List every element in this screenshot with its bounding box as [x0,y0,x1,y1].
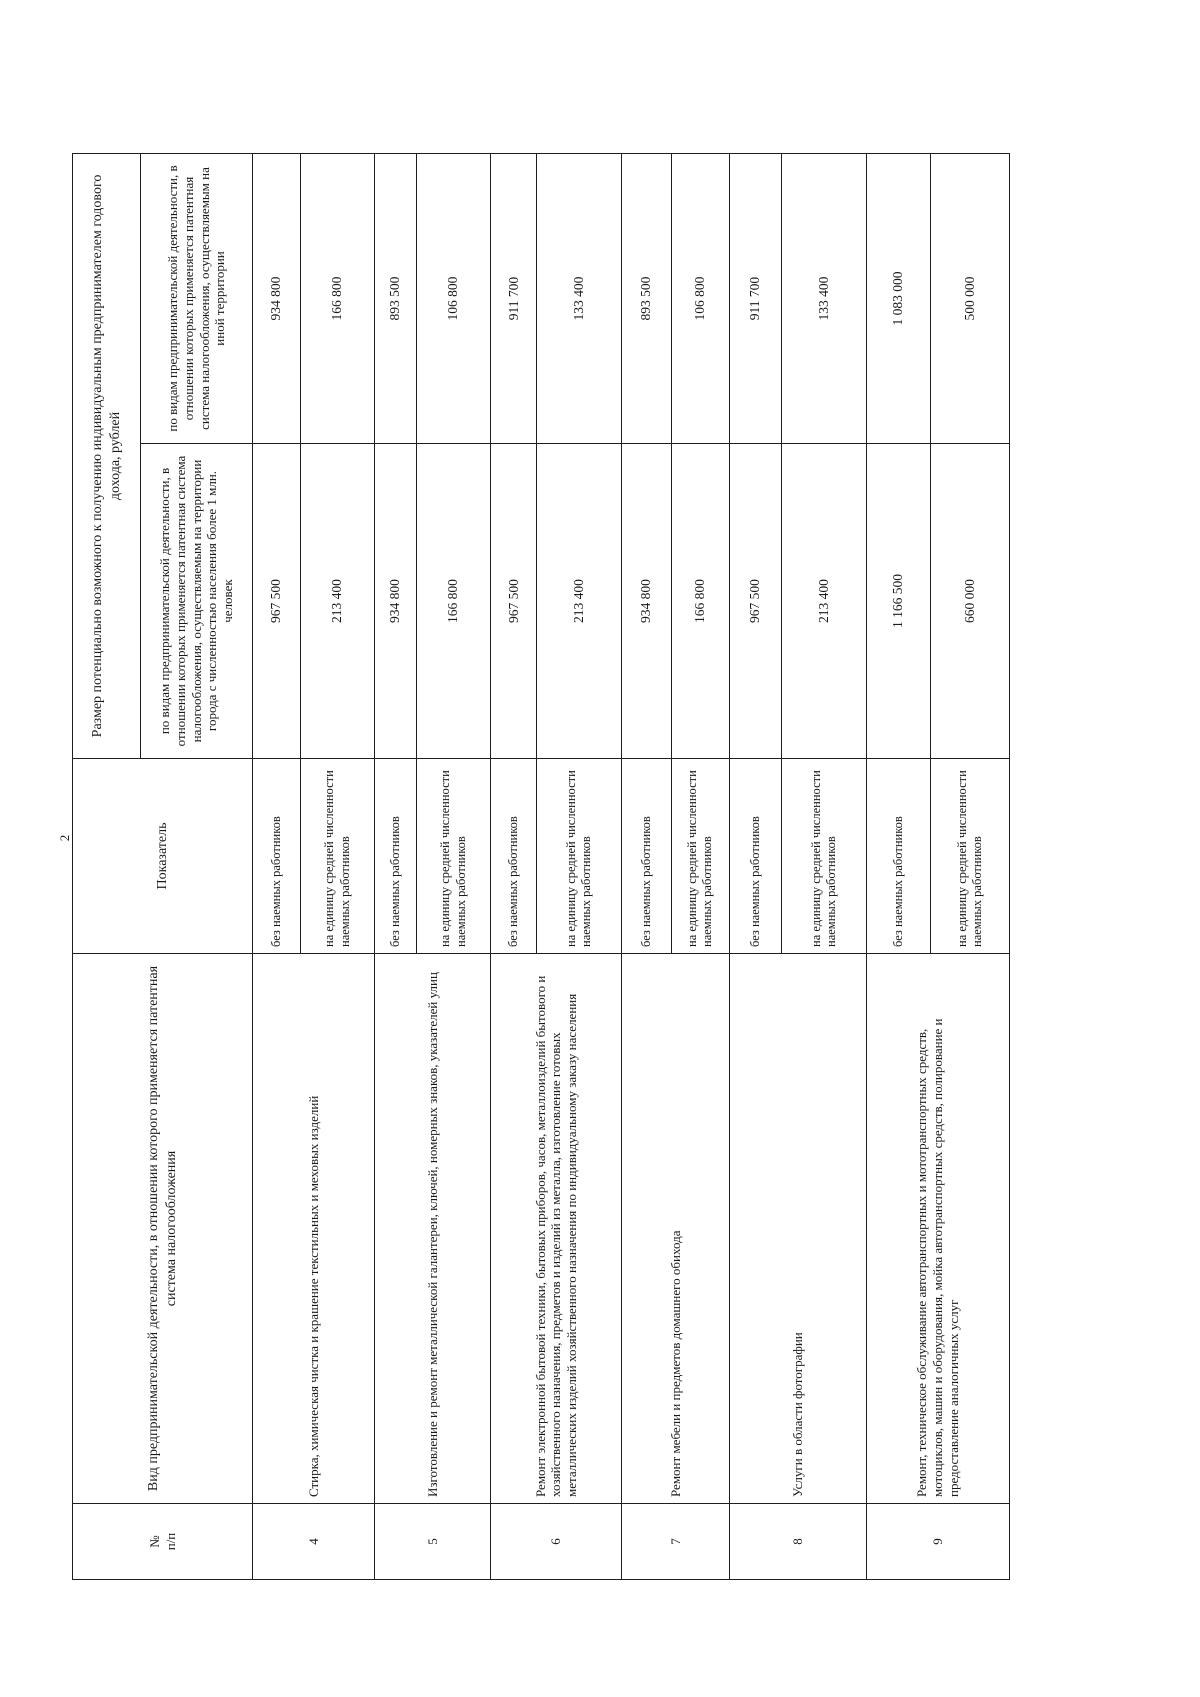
header-indicator: Показатель [73,759,253,954]
income-other-cell: 166 800 [300,153,375,443]
indicator-cell: на единицу средней численности наемных работников [781,759,866,954]
income-other-cell: 133 400 [781,153,866,443]
activity-cell: Изготовление и ремонт металлической галантереи, ключей, номерных знаков, указателей улиц [375,954,491,1504]
row-number: 8 [729,1504,866,1580]
income-other-cell: 934 800 [253,153,301,443]
income-other-cell: 893 500 [375,153,416,443]
row-number: 9 [866,1504,1009,1580]
table-row [729,153,781,1579]
income-other-cell: 893 500 [622,153,672,443]
header-income-city: по видам предпринимательской деятельности, в отношении которых применяется патентная система налогообложения, осуществляемым на территории города с численностью населения более 1 млн. человек [141,444,253,759]
activity-cell: Стирка, химическая чистка и крашение текстильных и меховых изделий [253,954,375,1504]
income-city-cell: 213 400 [300,444,375,759]
indicator-cell: на единицу средней численности наемных работников [931,759,1010,954]
indicator-cell: без наемных работников [866,759,930,954]
row-number: 6 [491,1504,622,1580]
row-number: 5 [375,1504,491,1580]
income-other-cell: 911 700 [729,153,781,443]
income-other-cell: 106 800 [671,153,729,443]
row-number: 7 [622,1504,730,1580]
indicator-cell: без наемных работников [729,759,781,954]
table-row [253,153,301,1579]
indicator-cell: на единицу средней численности наемных работников [537,759,622,954]
income-city-cell: 967 500 [729,444,781,759]
income-city-cell: 1 166 500 [866,444,930,759]
header-income-other: по видам предпринимательской деятельности, в отношении которых применяется патентная система налогообложения, осуществляемым на иной территории [141,153,253,443]
page-number: 2 [57,834,72,842]
table-row [491,153,537,1579]
table-row [622,153,672,1579]
row-number: 4 [253,1504,375,1580]
indicator-cell: без наемных работников [375,759,416,954]
indicator-cell: на единицу средней численности наемных работников [671,759,729,954]
header-income-group: Размер потенциально возможного к получению индивидуальным предпринимателем годового дохода, рублей [73,153,141,758]
income-other-cell: 1 083 000 [866,153,930,443]
indicator-cell: на единицу средней численности наемных работников [300,759,375,954]
table-row [866,153,930,1579]
indicator-cell: без наемных работников [253,759,301,954]
income-city-cell: 166 800 [671,444,729,759]
header-activity: Вид предпринимательской деятельности, в отношении которого применяется патентная система налогообложения [73,954,253,1504]
income-city-cell: 660 000 [931,444,1010,759]
activity-cell: Услуги в области фотографии [729,954,866,1504]
indicator-cell: на единицу средней численности наемных работников [416,759,491,954]
income-other-cell: 133 400 [537,153,622,443]
activity-cell: Ремонт мебели и предметов домашнего обихода [622,954,730,1504]
table-row [375,153,416,1579]
activity-cell: Ремонт электронной бытовой техники, бытовых приборов, часов, металлоизделий бытового и хозяйственного назначения, предметов и изделий из металла, изготовление готовых металлических изделий хозяйственного назначения по индивидуальному заказу населения [491,954,622,1504]
indicator-cell: без наемных работников [622,759,672,954]
income-city-cell: 934 800 [622,444,672,759]
income-other-cell: 106 800 [416,153,491,443]
activity-cell: Ремонт, техническое обслуживание автотранспортных и мототранспортных средств, мотоциклов, машин и оборудования, мойка автотранспортных средств, полирование и предоставление аналогичных услуг [866,954,1009,1504]
income-other-cell: 500 000 [931,153,1010,443]
income-city-cell: 934 800 [375,444,416,759]
rotated-page-content [72,154,1010,1580]
income-city-cell: 213 400 [781,444,866,759]
income-city-cell: 166 800 [416,444,491,759]
income-city-cell: 967 500 [491,444,537,759]
header-num: № п/п [73,1504,253,1580]
income-other-cell: 911 700 [491,153,537,443]
income-city-cell: 967 500 [253,444,301,759]
indicator-cell: без наемных работников [491,759,537,954]
income-city-cell: 213 400 [537,444,622,759]
patent-income-table [72,153,1010,1580]
